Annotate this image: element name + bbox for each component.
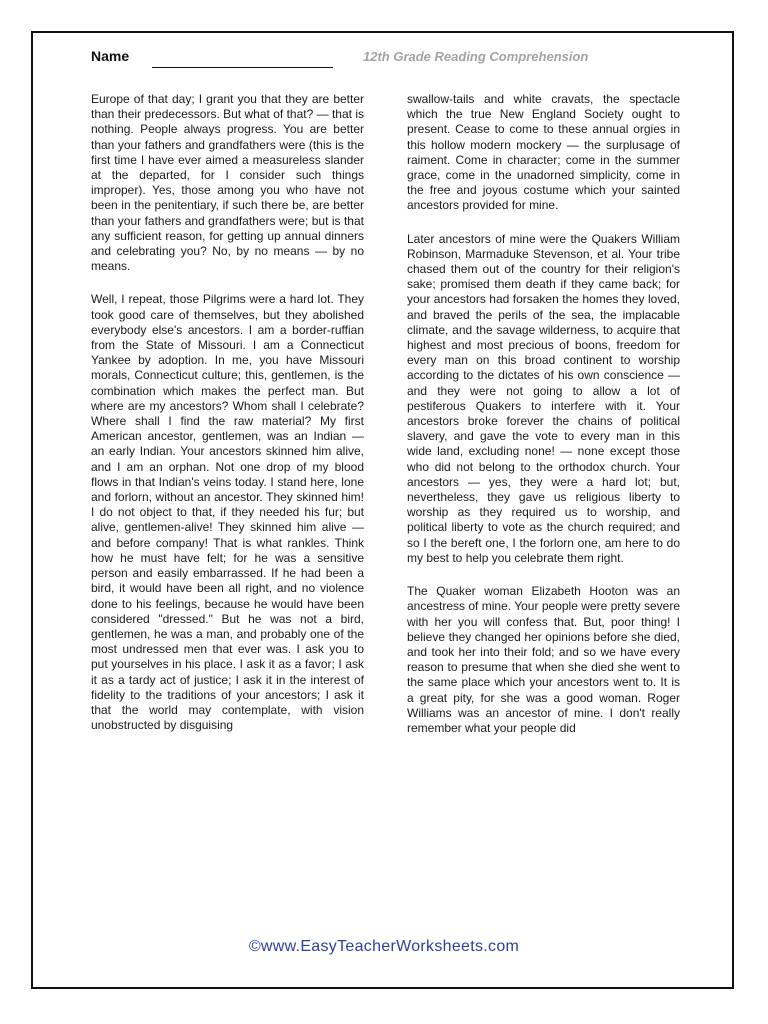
footer-website-link[interactable]: ©www.EasyTeacherWorksheets.com — [248, 938, 520, 955]
paragraph: swallow-tails and white cravats, the spectacle which the true New England Society ought to present. Cease to come to these annual orgies in this hollow modern mockery — the surplusage of raiment. Come in character; come in the summer grace, come in the unadorned simplicity, come in the free and joyous costume which your sainted ancestors provided for mine. — [407, 92, 680, 213]
paragraph: Well, I repeat, those Pilgrims were a hard lot. They took good care of themselves, but they abolished everybody else's ancestors. I am a border-ruffian from the State of Missouri. I am a Connecticut Yankee by adoption. In me, you have Missouri morals, Connecticut culture; this, gentlemen, is the combination which makes the perfect man. But where are my ancestors? Whom shall I celebrate? Where shall I find the raw material? My first American ancestor, gentlemen, was an Indian — an early Indian. Your ancestors skinned him alive, and I am an orphan. Not one drop of my blood flows in that Indian's veins today. I stand here, lone and forlorn, without an ancestor. They skinned him! I do not object to that, if they needed his fur; but alive, gentlemen-alive! They skinned him alive — and before company! That is what rankles. Think how he must have felt; for he was a sensitive person and easily embarrassed. If he had been a bird, it would have been all right, and no violence done to his feelings, because he would have been considered "dressed." But he was not a bird, gentlemen, he was a man, and probably one of the most undressed men that ever was. I ask you to put yourselves in his place. I ask it as a favor; I ask it as a tardy act of justice; I ask it in the interest of fidelity to the traditions of your ancestors; I ask it that the world may contemplate, with vision unobstructed by disguising — [91, 292, 364, 733]
left-column — [91, 92, 364, 927]
paragraph: The Quaker woman Elizabeth Hooton was an ancestress of mine. Your people were pretty severe with her you will confess that. But, poor thing! I believe they changed her opinions before she died, and took her into their fold; and so we have every reason to presume that when she died she went to the same place which your ancestors went to. It is a great pity, for she was a good woman. Roger Williams was an ancestor of mine. I don't really remember what your people did — [407, 584, 680, 735]
reading-passage — [91, 92, 680, 927]
paragraph: Later ancestors of mine were the Quakers William Robinson, Marmaduke Stevenson, et al. Your tribe chased them out of the country for their religion's sake; promised them death if they came back; for your ancestors had forsaken the homes they loved, and braved the perils of the sea, the implacable climate, and the savage wilderness, to acquire that highest and most precious of boons, freedom for every man on this broad continent to worship according to the dictates of his own conscience — and they were not going to allow a lot of pestiferous Quakers to interfere with it. Your ancestors broke forever the chains of political slavery, and gave the vote to every man in this wide land, excluding none! — none except those who did not belong to the orthodox church. Your ancestors — yes, they were a hard lot; but, nevertheless, they gave us religious liberty to worship as they required us to worship, and political liberty to vote as the church required; and so I the bereft one, I the forlorn one, am here to do my best to help you celebrate them right. — [407, 231, 680, 565]
name-blank-line — [152, 67, 333, 68]
worksheet-title: 12th Grade Reading Comprehension — [363, 49, 589, 64]
worksheet-header — [91, 48, 651, 72]
name-label: Name — [91, 48, 130, 64]
paragraph: Europe of that day; I grant you that they are better than their predecessors. But what of that? — that is nothing. People always progress. You are better than your fathers and grandfathers were (this is the first time I have ever aimed a measureless slander at the departed, for I consider such things improper). Yes, those among you who have not been in the penitentiary, if such there be, are better than your fathers and grandfathers were; but is that any sufficient reason, for getting up annual dinners and celebrating you? No, by no means — by no means. — [91, 92, 364, 274]
right-column — [407, 92, 680, 927]
